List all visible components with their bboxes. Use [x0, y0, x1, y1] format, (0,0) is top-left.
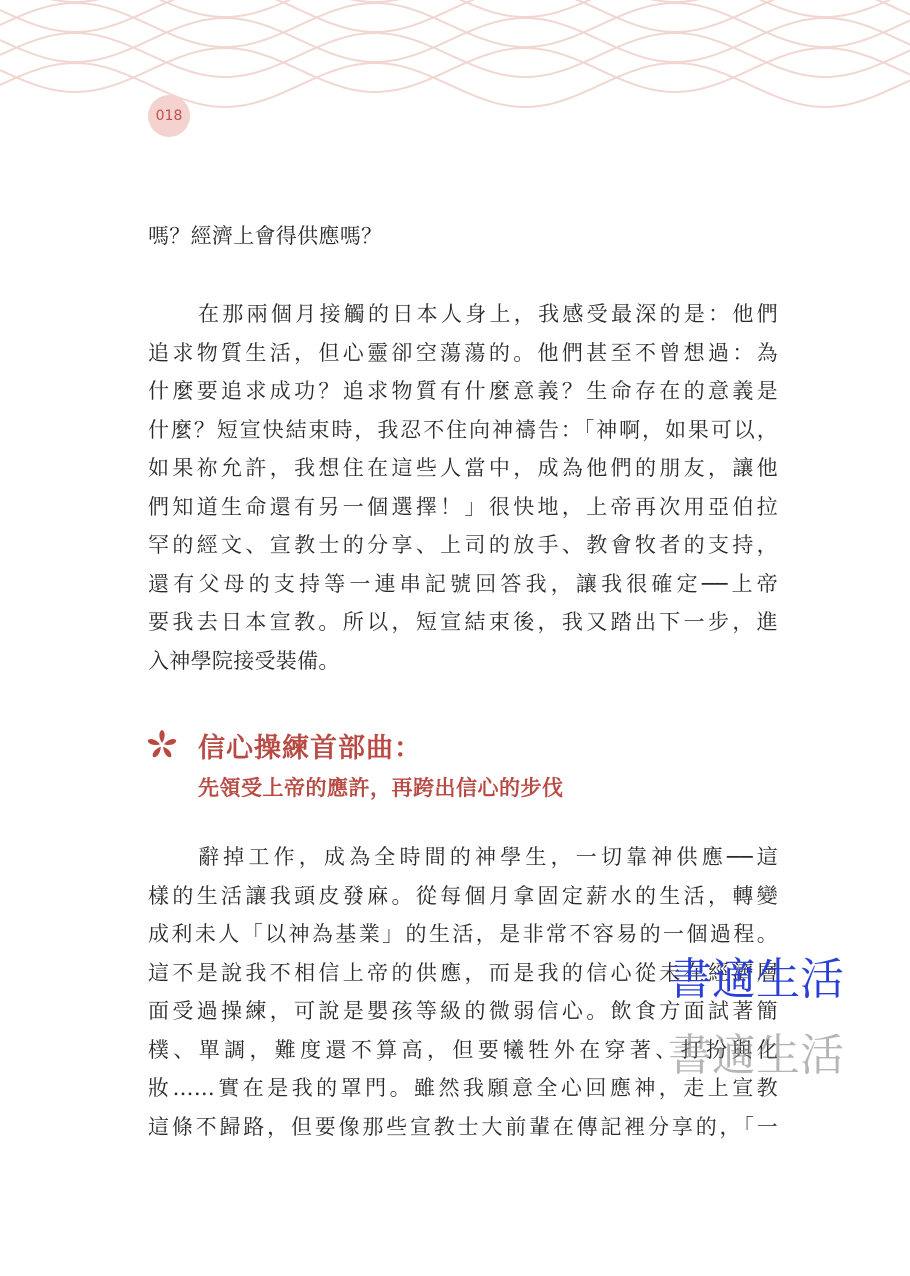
- wave-decoration-header: [0, 0, 910, 112]
- body-line: 要我去日本宣教。所以，短宣結束後，我又踏出下一步，進: [148, 610, 778, 634]
- body-line: 如果祢允許，我想住在這些人當中，成為他們的朋友，讓他: [148, 456, 778, 480]
- wave-line: [0, 63, 910, 107]
- body-line: 什麼？短宣快結束時，我忍不住向神禱告：「神啊，如果可以，: [148, 418, 778, 442]
- body-line: 還有父母的支持等一連串記號回答我，讓我很確定──上帝: [148, 572, 778, 596]
- wave-line: [0, 18, 910, 62]
- body-line: 們知道生命還有另一個選擇！」很快地，上帝再次用亞伯拉: [148, 495, 778, 519]
- section-subtitle: 先領受上帝的應許，再跨出信心的步伐: [198, 776, 564, 800]
- section-title: 信心操練首部曲：: [198, 733, 422, 764]
- body-line: 成利未人「以神為基業」的生活，是非常不容易的一個過程。: [148, 922, 778, 946]
- wave-line: [0, 3, 910, 47]
- wave-line: [0, 33, 910, 77]
- body-line: 罕的經文、宣教士的分享、上司的放手、教會牧者的支持，: [148, 533, 778, 557]
- body-line: 在那兩個月接觸的日本人身上，我感受最深的是：他們: [198, 302, 778, 326]
- body-line: 嗎？經濟上會得供應嗎？: [148, 224, 383, 248]
- body-line: 追求物質生活，但心靈卻空蕩蕩的。他們甚至不曾想過：為: [148, 341, 778, 365]
- wave-line: [0, 48, 910, 92]
- body-line: 面受過操練，可說是嬰孩等級的微弱信心。飲食方面試著簡: [148, 999, 778, 1023]
- body-line: 妝……實在是我的罩門。雖然我願意全心回應神，走上宣教: [148, 1076, 778, 1100]
- body-line: 樣的生活讓我頭皮發麻。從每個月拿固定薪水的生活，轉變: [148, 884, 778, 908]
- page-number: 018: [155, 108, 183, 124]
- page-number-badge: [148, 95, 190, 137]
- body-line: 什麼要追求成功？追求物質有什麼意義？生命存在的意義是: [148, 379, 778, 403]
- body-line: 入神學院接受裝備。: [148, 649, 340, 673]
- body-line: 辭掉工作，成為全時間的神學生，一切靠神供應──這: [198, 845, 778, 869]
- body-line: 這不是說我不相信上帝的供應，而是我的信心從未在經濟層: [148, 961, 778, 985]
- body-line: 這條不歸路，但要像那些宣教士大前輩在傳記裡分享的，「一: [148, 1115, 778, 1139]
- watermark-text: 書適生活: [668, 954, 844, 1005]
- flower-icon: [146, 729, 178, 761]
- watermark-text-faded: 書適生活: [668, 1030, 844, 1081]
- body-line: 樸、單調，難度還不算高，但要犧牲外在穿著、打扮與化: [148, 1038, 778, 1062]
